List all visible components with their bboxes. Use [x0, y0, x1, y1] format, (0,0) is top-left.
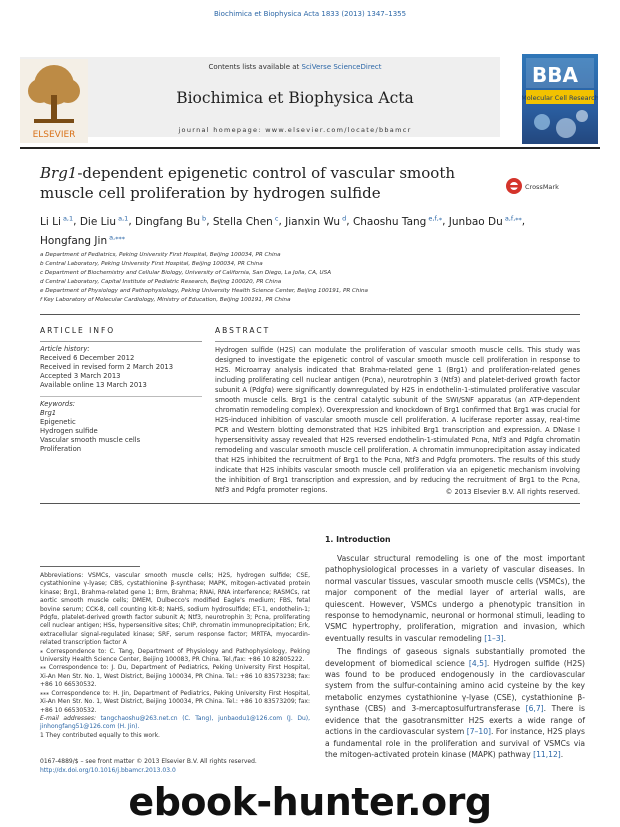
correspondence-footnote: ⁎⁎⁎ Correspondence to: H. Jin, Department of Pediatrics, Peking University First Hospital, Xi-An Men Str. No. 1, West District, Beijing 100034, PR China. Tel.: +86 10 83573209; fax: +86 10 66530532. — [40, 689, 310, 714]
author-name: Junbao Du — [448, 215, 503, 228]
author — [449, 216, 522, 228]
author — [285, 216, 346, 228]
author-name: Hongfang Jin — [40, 235, 108, 247]
author-name: Chaoshu Tang — [352, 215, 427, 228]
abstract-heading: ABSTRACT — [215, 326, 271, 335]
keywords-block — [40, 400, 205, 454]
author-name: Die Liu — [79, 215, 117, 228]
citation-link[interactable]: [4,5] — [468, 658, 487, 668]
affiliation-item: f Key Laboratory of Molecular Cardiology, Ministry of Education, Beijing 100191, PR China — [40, 297, 291, 303]
intro-p2c-text: . There is evidence that the gasotransmitter H2S exerts a wide range of actions in the cardiovascular system — [325, 704, 585, 737]
journal-citation[interactable]: Biochimica et Biophysica Acta 1833 (2013) 1347–1355 — [213, 10, 407, 18]
history-heading: Article history: — [40, 345, 90, 353]
sciencedirect-link[interactable]: SciVerse ScienceDirect — [301, 63, 382, 71]
affiliation-item: c Department of Biochemistry and Cellular Biology, University of California, San Diego, La Jolla, CA, USA — [40, 270, 332, 276]
keyword-item: Hydrogen sulfide — [40, 427, 98, 435]
author-name: Dingfang Bu — [135, 215, 200, 228]
author-affiliation-marker[interactable]: d — [340, 214, 347, 222]
citation-link[interactable]: [6,7] — [525, 704, 544, 714]
title-gene: Brg1 — [40, 164, 78, 182]
elsevier-tree-logo — [20, 59, 88, 143]
keyword-item: Vascular smooth muscle cells — [40, 436, 141, 444]
abstract-copyright: © 2013 Elsevier B.V. All rights reserved. — [445, 488, 580, 496]
contents-prefix: Contents lists available at — [208, 63, 302, 71]
author — [80, 216, 129, 228]
article-info-heading: ARTICLE INFO — [40, 326, 116, 335]
history-revised: Received in revised form 2 March 2013 — [40, 363, 174, 371]
history-received: Received 6 December 2012 — [40, 354, 135, 362]
affiliation-item: d Central Laboratory, Capital Institute of Pediatric Research, Beijing 100020, PR China — [40, 279, 282, 285]
author-affiliation-marker[interactable]: b — [199, 214, 207, 222]
author-affiliation-marker[interactable]: a,⁎⁎⁎ — [107, 233, 125, 242]
footnotes — [40, 572, 310, 740]
citation-link[interactable]: [1–3] — [484, 633, 504, 643]
citation-link[interactable]: [11,12] — [533, 749, 561, 759]
keyword-item: Brg1 — [40, 409, 57, 417]
affiliation-divider — [40, 314, 580, 315]
keywords-heading: Keywords: — [40, 400, 76, 408]
history-accepted: Accepted 3 March 2013 — [40, 372, 121, 380]
author — [353, 216, 442, 228]
author-name: Stella Chen — [212, 215, 273, 228]
correspondence-footnote: ⁎ Correspondence to: C. Tang, Department of Physiology and Pathophysiology, Peking University Health Science Center, Beijing 100083, PR China. Tel./fax: +86 10 82805222. — [40, 647, 310, 664]
email-addresses[interactable]: tangchaoshu@263.net.cn (C. Tang), junbaodu1@126.com (J. Du), jinhongfang51@126.com (H. Jin). — [40, 714, 311, 731]
abstract-end-divider — [40, 503, 580, 504]
doi-link[interactable]: http://dx.doi.org/10.1016/j.bbamcr.2013.03.0 — [40, 767, 176, 774]
introduction-body — [325, 553, 585, 762]
intro-p2d-text: . For instance, H2S plays a fundamental role in the proliferation and survival of VSMCs via the mitogen-activated protein kinase (MAPK) pathway — [325, 727, 586, 759]
cover-subtitle: Molecular Cell Research — [522, 94, 598, 102]
article-title — [40, 163, 480, 203]
front-matter-meta — [40, 757, 340, 775]
author-list: Li Li $^{a,1}$, Die Liu $^{a,1}$, Dingfang Bu $^b$, Stella Chen $^c$, Jianxin Wu $^d$, Chaoshu Tang $^{e,f,⁎}$, Junbao Du $^{a,f,⁎⁎}$, Hongfang Jin $^{a,⁎⁎⁎}$ — [40, 214, 526, 247]
keywords-rule — [40, 396, 202, 397]
author — [40, 216, 73, 228]
keyword-item: Epigenetic — [40, 418, 76, 426]
journal-name: Biochimica et Biophysica Acta — [176, 89, 414, 107]
abstract-text: Hydrogen sulfide (H2S) can modulate the proliferation of vascular smooth muscle cells. This study was designed to investigate the epigenetic control of vascular smooth muscle cell proliferation in response to H2S. Microarray analysis indicated that Brahma-related gene 1 (Brg1) and proliferation-related genes including proliferating cell nuclear antigen (Pcna), neurotrophin 3 (Ntf3) and platelet-derived growth factor subunit A (Pdgfα) were significantly downregulated by H2S in endothelin-1-stimulated proliferative vascular smooth muscle cells. Brg1 is the central catalytic subunit of the SWI/SNF apparatus (an ATP-dependent chromatin remodeling complex). Overexpression and knockdown of Brg1 confirmed that Brg1 was crucial for H2S-induced inhibition of vascular smooth muscle cell proliferation. A luciferase reporter assay, real-time PCR and Western blotting demonstrated that H2S inhibited Brg1 transcription and expression. A DNase I hypersensitivity assay revealed that H2S reversed endothelin-1-stimulated Pcna, Ntf3 and Pdgfα chromatin remodeling and vascular smooth muscle cell proliferation. A chromatin immunoprecipitation assay indicated that H2S inhibited the recruitment of Brg1 to the Pcna, Ntf3 and Pdgfα promoters. The results of this study indicate that H2S inhibits vascular smooth muscle cell proliferation via an epigenetic mechanism involving the inhibition of Brg1 transcription and expression, and by reducing the recruitment of Brg1 to the Pcna, Ntf3 and Pdgfα promoter regions. — [215, 346, 580, 494]
abbreviations-footnote: Abbreviations: VSMCs, vascular smooth muscle cells; H2S, hydrogen sulfide; CSE, cystathionine γ-lyase; CBS, cystathionine β-synthase; MAPK, mitogen-activated protein kinase; Brg1, Brahma-related gene 1; Brm, Brahma; RNAi, RNA interference; RASMCs, rat aortic smooth muscle cells; DMEM, Dulbecco's modified Eagle's medium; FBS, fetal bovine serum; CCK-8, cell counting kit-8; NaHS, sodium hydrosulfide; ET-1, endothelin-1; Pdgfα, platelet-derived growth factor subunit A; Ntf3, neurotrophin 3; Pcna, proliferating cell nuclear antigen; HSs, hypersensitive sites; ChIP, chromatin immunoprecipitation; Erk, extracellular signal-regulated kinase; SRF, serum response factor; MRTFA, myocardin-related transcription factor A — [40, 572, 310, 647]
affiliation-item: e Department of Physiology and Pathophysiology, Peking University Health Science Center, Beijing 100191, PR China — [40, 288, 368, 294]
keyword-item: Proliferation — [40, 445, 82, 453]
author — [213, 216, 279, 228]
footnote-rule — [40, 566, 140, 567]
citation-link[interactable]: [7–10] — [466, 727, 491, 737]
author-affiliation-marker[interactable]: c — [272, 214, 279, 222]
affiliation-list — [40, 251, 580, 305]
author — [40, 235, 125, 247]
journal-homepage[interactable]: journal homepage: www.elsevier.com/locate/bbamcr — [178, 126, 412, 134]
history-online: Available online 13 March 2013 — [40, 381, 147, 389]
author-affiliation-marker[interactable]: a,f,⁎⁎ — [502, 214, 522, 222]
contents-availability — [90, 63, 500, 71]
cover-title: BBA — [532, 63, 578, 87]
title-text: -dependent epigenetic control of vascular smooth muscle cell proliferation by hydrogen sulfide — [40, 164, 456, 202]
intro-p1-text: Vascular structural remodeling is one of the most important pathophysiological processes in a variety of vascular diseases. In normal vascular tissues, vascular smooth muscle cells (VSMCs), the major component of the medial layer of arterial walls, are quiescent. However, VSMCs undergo a phenotypic transition in response to hemodynamic, neuronal or hormonal stimuli, leading to VSMC hypertrophy, proliferation, migration and invasion, which eventually results in vascular remodeling — [325, 554, 585, 643]
affiliation-item: a Department of Pediatrics, Peking University First Hospital, Beijing 100034, PR China — [40, 252, 281, 258]
journal-cover-image — [522, 54, 598, 144]
author-affiliation-marker[interactable]: a,1 — [116, 214, 129, 222]
elsevier-wordmark: ELSEVIER — [32, 130, 76, 140]
author-name: Jianxin Wu — [285, 215, 341, 228]
intro-paragraph: Vascular structural remodeling is one of the most important pathophysiological processes in a variety of vascular diseases. In normal vascular tissues, vascular smooth muscle cells (VSMCs), the major component of the medial layer of arterial walls, are quiescent. However, VSMCs undergo a phenotypic transition in response to hemodynamic, neuronal or hormonal stimuli, leading to VSMC hypertrophy, proliferation, migration and invasion, which eventually results in vascular remodeling [1–3]. — [325, 554, 585, 643]
article-history — [40, 345, 205, 390]
author — [135, 216, 206, 228]
crossmark-badge[interactable] — [505, 177, 565, 195]
issn-line: 0167-4889/$ – see front matter © 2013 Elsevier B.V. All rights reserved. — [40, 758, 257, 765]
author-affiliation-marker[interactable]: e,f,⁎ — [426, 214, 443, 222]
contribution-footnote: 1 They contributed equally to this work. — [40, 731, 160, 739]
author-name: Li Li — [40, 215, 61, 228]
intro-p2e-text: . — [560, 749, 564, 759]
intro-p2-text: The findings of gaseous signals substantially promoted the development of biomedical science — [325, 647, 585, 668]
email-footnote — [40, 715, 310, 732]
abstract-rule — [215, 341, 580, 342]
introduction-heading: 1. Introduction — [325, 535, 391, 544]
correspondence-footnote: ⁎⁎ Correspondence to: J. Du, Department of Pediatrics, Peking University First Hospital, Xi-An Men Str. No. 1, West District, Beijing 100034, PR China. Tel.: +86 10 83573238; fax: +86 10 66530532. — [40, 664, 310, 689]
header-divider — [20, 147, 600, 149]
intro-p2b-text: . Hydrogen sulfide (H2S) was found to be produced endogenously in the cardiovascular system from the sulfur-containing amino acid cysteine by the key metabolic enzymes cystathionine γ-lyase (CSE), cystathionine β-synthase (CBS) and 3-mercaptosulfurtransferase — [325, 658, 585, 714]
article-info-rule — [40, 341, 202, 342]
crossmark-label: CrossMark — [525, 183, 559, 191]
affiliation-item: b Central Laboratory, Peking University First Hospital, Beijing 100034, PR China — [40, 261, 263, 267]
author-affiliation-marker[interactable]: a,1 — [60, 214, 74, 222]
email-label: E-mail addresses: — [40, 714, 101, 722]
watermark-text: ebook-hunter.org — [128, 780, 492, 824]
intro-paragraph — [325, 646, 585, 760]
